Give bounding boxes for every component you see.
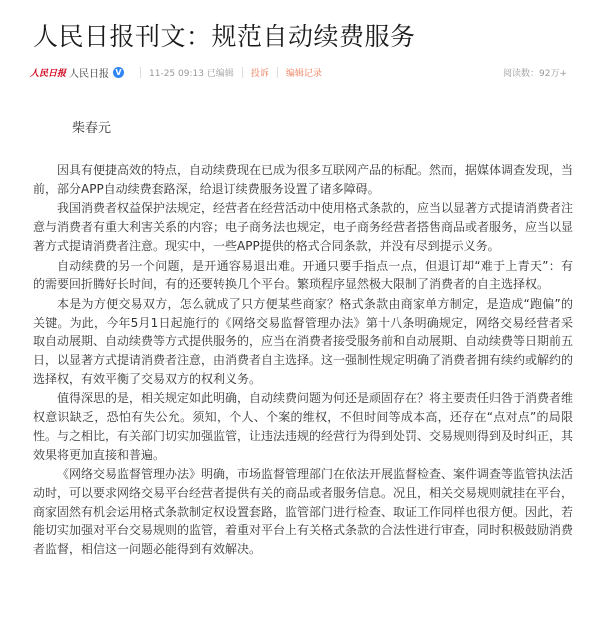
verified-icon: V (113, 67, 124, 78)
divider (242, 67, 243, 78)
avatar-logo-text: 人民日报 (30, 68, 67, 79)
complain-link[interactable]: 投诉 (250, 68, 269, 79)
edit-record-link[interactable]: 编辑记录 (285, 68, 322, 79)
paragraph: 因具有便捷高效的特点，自动续费现在已成为很多互联网产品的标配。然而，据媒体调查发现，当前，部分APP自动续费套路深，给退订续费服务设置了诸多障碍。 (33, 163, 574, 196)
author-name[interactable]: 人民日报 (69, 68, 109, 80)
author-avatar[interactable] (30, 64, 67, 80)
paragraph: 自动续费的另一个问题，是开通容易退出难。开通只要手指点一点，但退订却“难于上青天”：有的需要回折腾好长时间，有的还要转换几个平台。繁琐程序显然极大限制了消费者的自主选择权。 (33, 258, 573, 292)
paragraph: 本是为方便交易双方，怎么就成了只方便某些商家？格式条款由商家单方制定，是造成“跑偏”的关键。为此，今年5月1日起施行的《网络交易监督管理办法》第十八条明确规定，网络交易经营者采取自动展期、自动续费等方式提供服务的，应当在消费者接受服务前和自动展期、自动续费等日期前五日，以显著方式提请消费者注意，由消费者自主选择。这一强制性规定明确了消费者拥有续约或解约的选择权，有效平衡了交易双方的权利义务。 (33, 296, 574, 386)
paragraph: 值得深思的是，相关规定如此明确，自动续费问题为何还是顽固存在？将主要责任归咎于消费者维权意识缺乏，恐怕有失公允。须知，个人、个案的维权，不但时间等成本高，还存在“点对点”的局限性。与之相比，有关部门切实加强监管，让违法违规的经营行为得到处罚、交易规则得到及时纠正，其效果将更加直接和普遍。 (33, 391, 574, 462)
article-body (33, 161, 573, 560)
divider (277, 67, 278, 78)
divider (140, 67, 141, 78)
paragraph: 我国消费者权益保护法规定，经营者在经营活动中使用格式条款的，应当以显著方式提请消费者注意与消费者有重大利害关系的内容；电子商务法也规定，电子商务经营者搭售商品或者服务，应当以显著方式提请消费者注意。现实中，一些APP提供的格式合同条款，并没有尽到提示义务。 (33, 201, 574, 253)
read-count: 阅读数：92万+ (503, 68, 567, 79)
article-title: 人民日报刊文：规范自动续费服务 (33, 22, 416, 51)
publish-time: 11-25 09:13 已编辑 (149, 68, 234, 79)
paragraph: 《网络交易监督管理办法》明确，市场监督管理部门在依法开展监督检查、案件调查等监管执法活动时，可以要求网络交易平台经营者提供有关的商品或者服务信息。况且，相关交易规则就挂在平台，商家固然有机会运用格式条款制定权设置套路，监管部门进行检查、取证工作同样也很方便。因此，若能切实加强对平台交易规则的监管，着重对平台上有关格式条款的合法性进行审查，同时积极鼓励消费者监督，相信这一问题必能得到有效解决。 (33, 467, 574, 557)
article-meta (30, 62, 567, 82)
article-byline: 柴春元 (72, 121, 112, 136)
